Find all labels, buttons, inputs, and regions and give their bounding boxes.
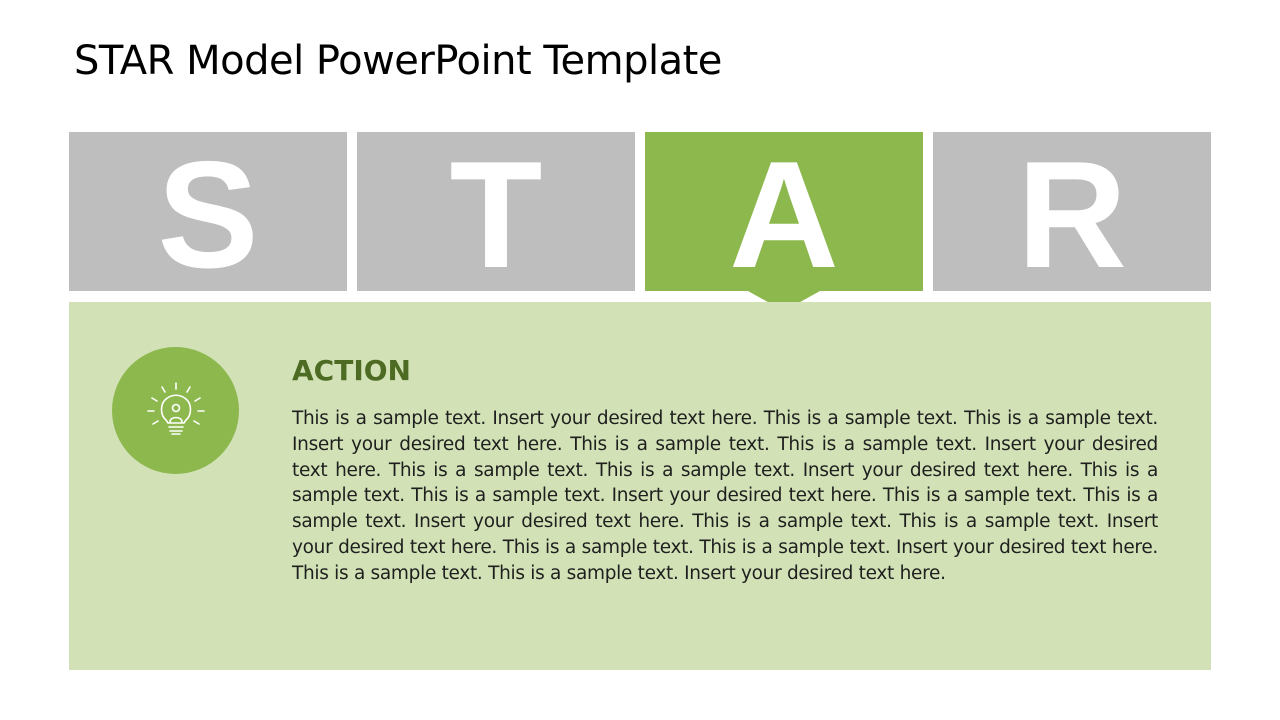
letter-box-r[interactable] (933, 129, 1211, 300)
letter-t: T (449, 129, 543, 300)
section-body-text: This is a sample text. Insert your desired text here. This is a sample text. This is a sample text. Insert your desired text here. This is a sample text. This is a sample text. Insert your desired text here. This is a sample text. This is a sample text. Insert your desired text here. This is a sample text. This is a sample text. Insert your desired text here. This is a sample text. This is a sample text. Insert your desired text here. This is a sample text. This is a sample text. Insert your desired text here. This is a sample text. This is a sample text. Insert your desired text here. This is a sample text. This is a sample text. Insert your desired text here. (292, 408, 1158, 584)
icon-circle (112, 347, 239, 474)
letter-a: A (729, 129, 839, 300)
letter-s: S (157, 129, 259, 300)
star-letter-row (69, 129, 1211, 300)
letter-r: R (1017, 129, 1127, 300)
letter-box-t[interactable] (357, 129, 635, 300)
letter-box-s[interactable] (69, 129, 347, 300)
slide-title: STAR Model PowerPoint Template (74, 38, 722, 84)
letter-box-a[interactable] (645, 129, 923, 300)
section-heading: ACTION (292, 354, 411, 387)
content-panel (69, 302, 1211, 670)
lightbulb-idea-icon (141, 376, 211, 446)
